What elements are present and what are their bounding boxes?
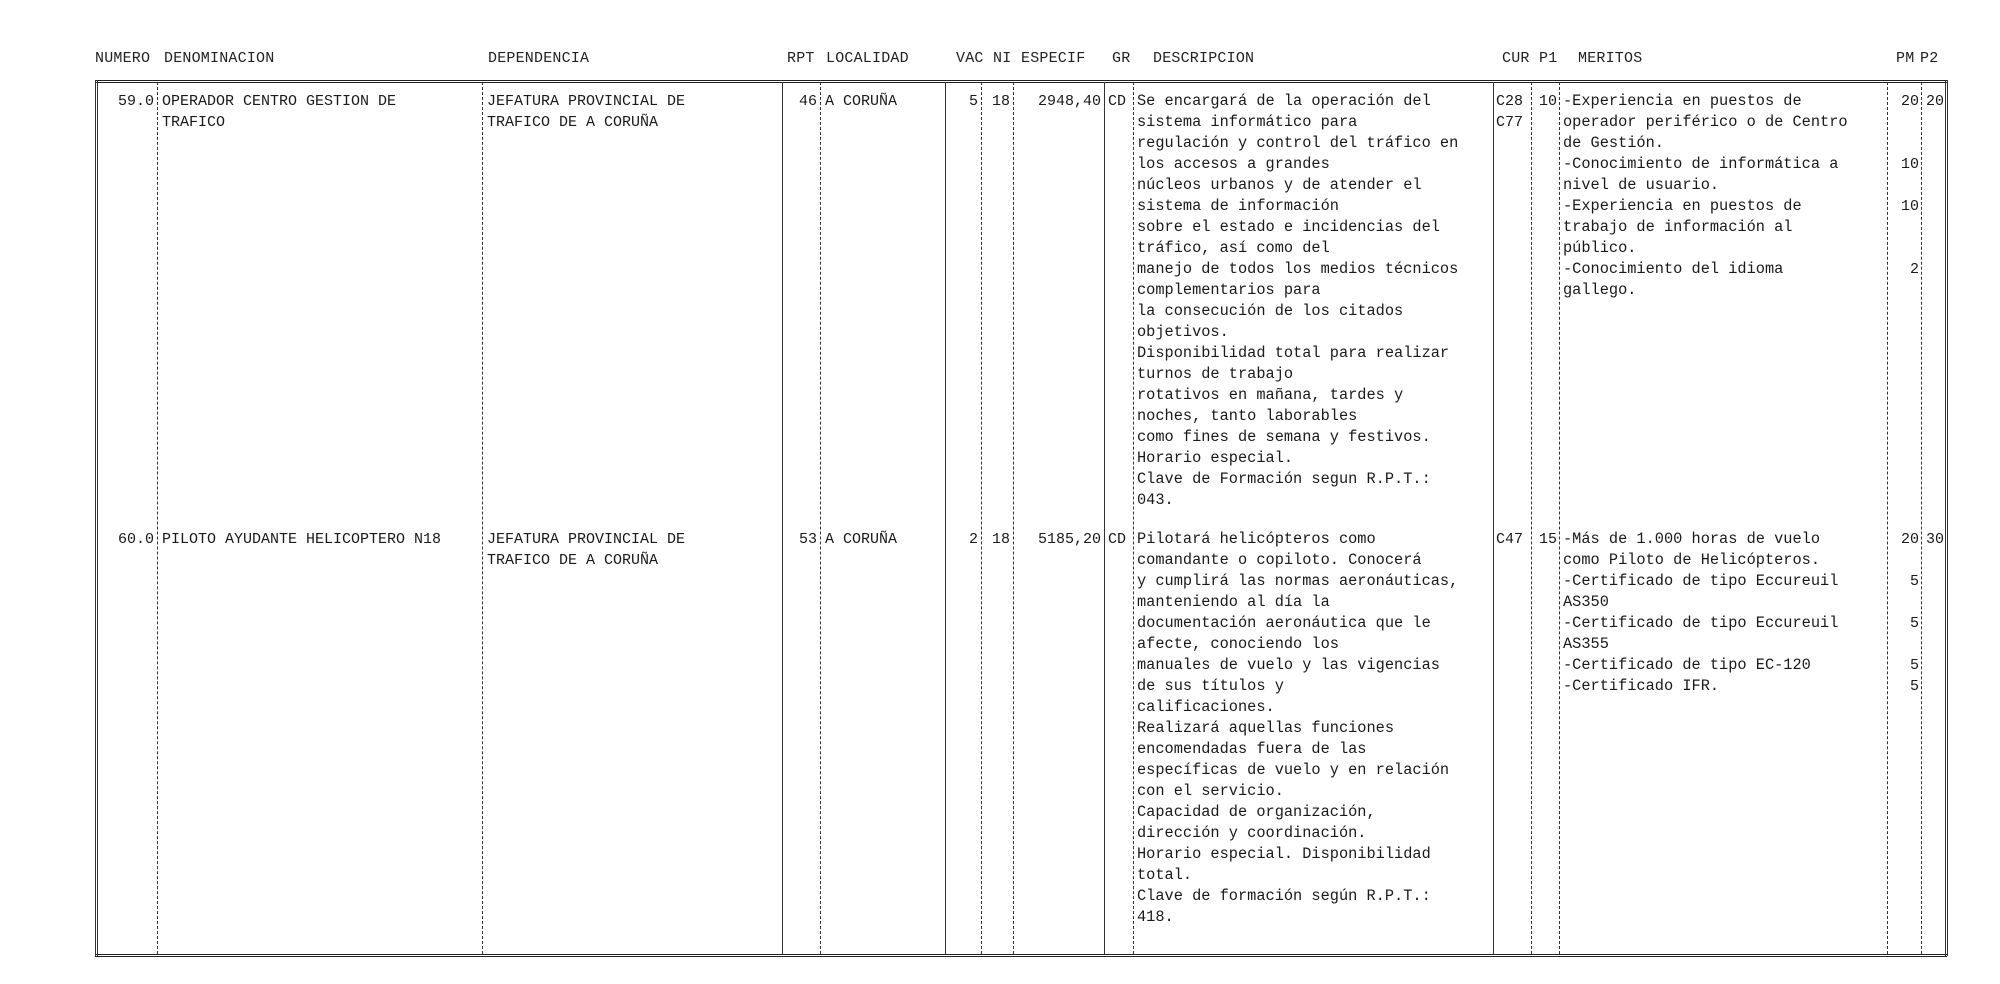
vac: 2 (968, 531, 978, 548)
header-cur: CUR (1502, 50, 1530, 67)
gr: CD (1108, 531, 1127, 548)
p1: 15 (1538, 531, 1557, 548)
descripcion-line: afecte, conociendo los (1137, 635, 1339, 653)
column-separator (157, 82, 158, 954)
descripcion-line: como fines de semana y festivos. (1137, 428, 1431, 446)
merito-line: gallego. (1563, 281, 1637, 299)
vac: 5 (968, 93, 978, 110)
descripcion-line: la consecución de los citados (1137, 302, 1404, 320)
descripcion-line: calificaciones. (1137, 698, 1275, 716)
pm-value: 20 (1900, 93, 1919, 110)
header-dependencia: DEPENDENCIA (488, 50, 590, 67)
descripcion-line: encomendadas fuera de las (1137, 740, 1367, 758)
pm-value: 5 (1909, 573, 1919, 590)
descripcion-line: y cumplirá las normas aeronáuticas, (1137, 572, 1459, 590)
descripcion-line: total. (1137, 866, 1193, 884)
descripcion-line: sobre el estado e incidencias del (1137, 218, 1440, 236)
header-p2: P2 (1920, 50, 1939, 67)
descripcion-line: manteniendo al día la (1137, 593, 1330, 611)
descripcion-line: manejo de todos los medios técnicos (1137, 260, 1459, 278)
descripcion-line: manuales de vuelo y las vigencias (1137, 656, 1440, 674)
merito-line: -Conocimiento de informática a (1563, 155, 1839, 173)
p2: 20 (1925, 93, 1944, 110)
pm-value: 2 (1909, 261, 1919, 278)
denominacion-line: TRAFICO (162, 114, 226, 131)
pm-value: 5 (1909, 678, 1919, 695)
denominacion-line: OPERADOR CENTRO GESTION DE (162, 93, 397, 110)
descripcion-line: complementarios para (1137, 281, 1321, 299)
cur-code: C47 (1496, 531, 1524, 548)
dependencia-line: TRAFICO DE A CORUÑA (487, 114, 659, 131)
pm-value: 5 (1909, 657, 1919, 674)
descripcion-line: comandante o copiloto. Conocerá (1137, 551, 1422, 569)
descripcion-line: dirección y coordinación. (1137, 824, 1367, 842)
especif: 5185,20 (1037, 531, 1101, 548)
table-frame-right (1945, 80, 1948, 956)
descripcion-line: de sus títulos y (1137, 677, 1284, 695)
pm-value: 10 (1900, 156, 1919, 173)
header-denominacion: DENOMINACION (164, 50, 275, 67)
merito-line: de Gestión. (1563, 134, 1664, 152)
descripcion-line: Horario especial. (1137, 449, 1294, 467)
merito-line: AS355 (1563, 635, 1609, 653)
ni: 18 (991, 531, 1010, 548)
descripcion-line: rotativos en mañana, tardes y (1137, 386, 1404, 404)
column-separator (1013, 82, 1014, 954)
dependencia-line: JEFATURA PROVINCIAL DE (487, 93, 686, 110)
merito-line: -Certificado de tipo EC-120 (1563, 656, 1811, 674)
descripcion-line: 043. (1137, 491, 1174, 509)
table-frame-bottom (95, 954, 1947, 957)
column-separator (1887, 82, 1888, 954)
header-numero: NUMERO (95, 50, 151, 67)
merito-line: -Conocimiento del idioma (1563, 260, 1784, 278)
numero: 59.0 (117, 93, 154, 110)
merito-line: -Certificado IFR. (1563, 677, 1720, 695)
column-separator (782, 82, 783, 954)
descripcion-line: documentación aeronáutica que le (1137, 614, 1431, 632)
descripcion-line: sistema informático para (1137, 113, 1358, 131)
header-ni: NI (993, 50, 1012, 67)
table-frame-left (95, 80, 98, 956)
descripcion-line: regulación y control del tráfico en (1137, 134, 1459, 152)
column-separator (945, 82, 946, 954)
header-localidad: LOCALIDAD (826, 50, 909, 67)
ni: 18 (991, 93, 1010, 110)
column-separator (1921, 82, 1922, 954)
header-especif: ESPECIF (1021, 50, 1086, 67)
descripcion-line: Disponibilidad total para realizar (1137, 344, 1450, 362)
header-rpt: RPT (787, 50, 815, 67)
header-gr: GR (1112, 50, 1131, 67)
column-separator (820, 82, 821, 954)
descripcion-line: los accesos a grandes (1137, 155, 1330, 173)
table-frame-top (95, 80, 1947, 83)
header-descripcion: DESCRIPCION (1153, 50, 1255, 67)
dependencia-line: TRAFICO DE A CORUÑA (487, 552, 659, 569)
cur-code: C77 (1496, 114, 1524, 131)
descripcion-line: Realizará aquellas funciones (1137, 719, 1395, 737)
descripcion-line: Clave de formación según R.P.T.: (1137, 887, 1431, 905)
gr: CD (1108, 93, 1127, 110)
column-separator (1104, 82, 1105, 954)
descripcion-line: núcleos urbanos y de atender el (1137, 176, 1422, 194)
merito-line: -Experiencia en puestos de (1563, 197, 1802, 215)
dependencia-line: JEFATURA PROVINCIAL DE (487, 531, 686, 548)
descripcion-line: noches, tanto laborables (1137, 407, 1358, 425)
merito-line: nivel de usuario. (1563, 176, 1720, 194)
merito-line: operador periférico o de Centro (1563, 113, 1848, 131)
column-separator (1559, 82, 1560, 954)
column-separator (981, 82, 982, 954)
rpt: 46 (798, 93, 817, 110)
header-pm: PM (1896, 50, 1915, 67)
p1: 10 (1538, 93, 1557, 110)
merito-line: AS350 (1563, 593, 1609, 611)
localidad: A CORUÑA (825, 531, 898, 548)
rpt: 53 (798, 531, 817, 548)
descripcion-line: Se encargará de la operación del (1137, 92, 1431, 110)
descripcion-line: turnos de trabajo (1137, 365, 1294, 383)
localidad: A CORUÑA (825, 93, 898, 110)
column-separator (482, 82, 483, 954)
numero: 60.0 (117, 531, 154, 548)
merito-line: -Certificado de tipo Eccureuil (1563, 572, 1839, 590)
descripcion-line: sistema de información (1137, 197, 1339, 215)
descripcion-line: Capacidad de organización, (1137, 803, 1376, 821)
pm-value: 5 (1909, 615, 1919, 632)
p2: 30 (1925, 531, 1944, 548)
header-p1: P1 (1539, 50, 1558, 67)
denominacion-line: PILOTO AYUDANTE HELICOPTERO N18 (162, 531, 442, 548)
cur-code: C28 (1496, 93, 1524, 110)
pm-value: 10 (1900, 198, 1919, 215)
merito-line: como Piloto de Helicópteros. (1563, 551, 1821, 569)
descripcion-line: con el servicio. (1137, 782, 1284, 800)
header-meritos: MERITOS (1578, 50, 1643, 67)
pm-value: 20 (1900, 531, 1919, 548)
descripcion-line: tráfico, así como del (1137, 239, 1330, 257)
column-separator (1531, 82, 1532, 954)
merito-line: trabajo de información al (1563, 218, 1793, 236)
merito-line: -Certificado de tipo Eccureuil (1563, 614, 1839, 632)
descripcion-line: 418. (1137, 908, 1174, 926)
column-separator (1493, 82, 1494, 954)
especif: 2948,40 (1037, 93, 1101, 110)
column-separator (1133, 82, 1134, 954)
merito-line: -Más de 1.000 horas de vuelo (1563, 530, 1821, 548)
descripcion-line: Pilotará helicópteros como (1137, 530, 1376, 548)
merito-line: -Experiencia en puestos de (1563, 92, 1802, 110)
descripcion-line: Horario especial. Disponibilidad (1137, 845, 1431, 863)
descripcion-line: específicas de vuelo y en relación (1137, 761, 1450, 779)
merito-line: público. (1563, 239, 1637, 257)
descripcion-line: Clave de Formación segun R.P.T.: (1137, 470, 1431, 488)
descripcion-line: objetivos. (1137, 323, 1229, 341)
header-vac: VAC (956, 50, 984, 67)
